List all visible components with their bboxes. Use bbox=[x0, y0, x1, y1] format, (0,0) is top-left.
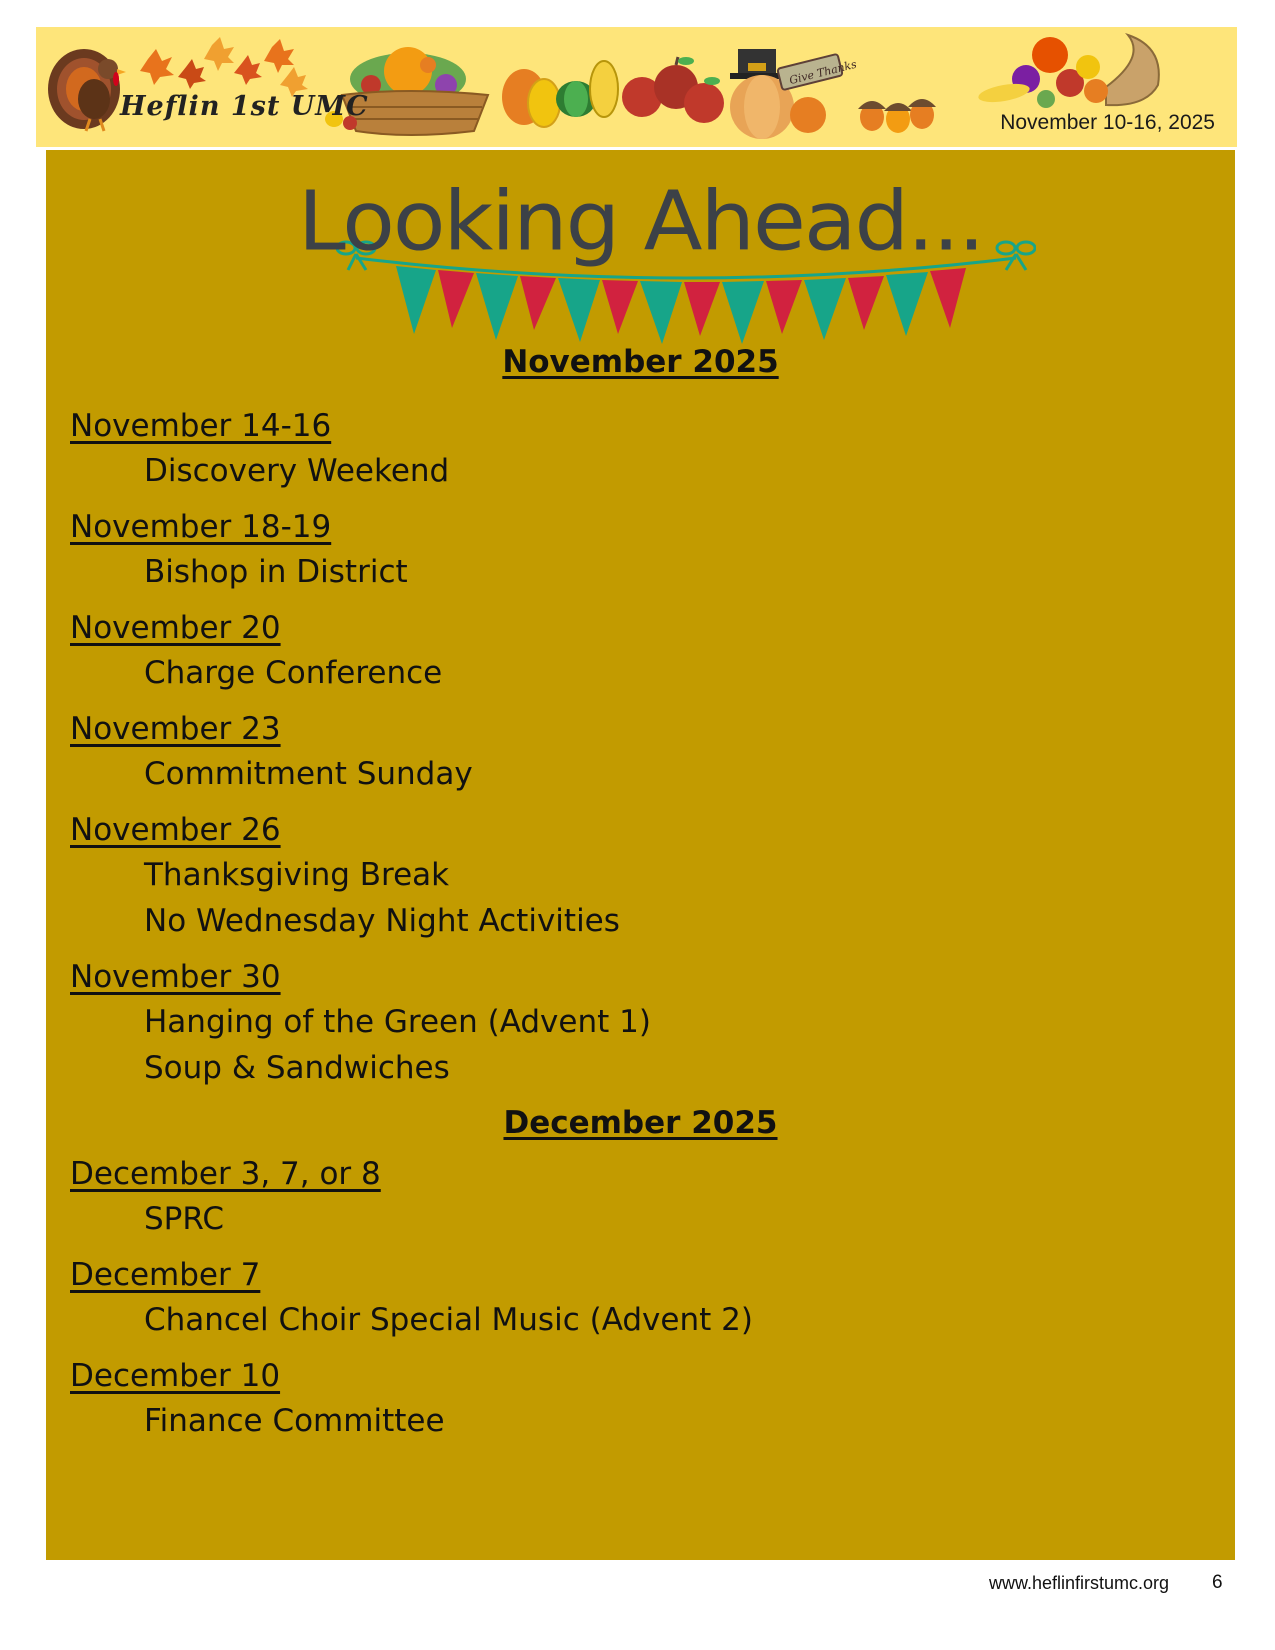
issue-dates: November 10-16, 2025 bbox=[1000, 111, 1215, 134]
event-description: Thanksgiving Break bbox=[144, 857, 450, 893]
event-date: November 23 bbox=[70, 711, 281, 747]
event-entry bbox=[70, 606, 1211, 696]
event-description: Discovery Weekend bbox=[144, 453, 450, 489]
event-description: Commitment Sunday bbox=[144, 756, 473, 792]
event-date: November 18-19 bbox=[70, 509, 332, 545]
turkey-icon bbox=[48, 49, 126, 131]
event-list-december bbox=[70, 1152, 1211, 1455]
acorns-icon bbox=[858, 99, 936, 133]
month-heading-december: December 2025 bbox=[503, 1105, 778, 1141]
event-entry bbox=[70, 1253, 1211, 1343]
event-description: Finance Committee bbox=[144, 1403, 445, 1439]
event-date: December 10 bbox=[70, 1358, 281, 1394]
event-description: Charge Conference bbox=[144, 655, 443, 691]
event-list-november bbox=[70, 404, 1211, 1102]
gourds-icon bbox=[502, 61, 618, 127]
pilgrim-pumpkins-icon bbox=[730, 49, 858, 139]
event-date: November 30 bbox=[70, 959, 281, 995]
apples-icon bbox=[622, 57, 724, 123]
header-banner bbox=[36, 27, 1237, 147]
event-date: November 14-16 bbox=[70, 408, 332, 444]
event-date: November 26 bbox=[70, 812, 281, 848]
event-date: December 3, 7, or 8 bbox=[70, 1156, 381, 1192]
event-date: November 20 bbox=[70, 610, 281, 646]
event-entry bbox=[70, 505, 1211, 595]
event-description: Soup & Sandwiches bbox=[144, 1050, 450, 1086]
cornucopia-icon bbox=[977, 35, 1159, 108]
event-entry bbox=[70, 1354, 1211, 1444]
month-heading-november: November 2025 bbox=[502, 344, 779, 380]
website-link[interactable]: www.heflinfirstumc.org bbox=[989, 1573, 1170, 1593]
event-description: Bishop in District bbox=[144, 554, 408, 590]
event-description: Hanging of the Green (Advent 1) bbox=[144, 1004, 651, 1040]
event-entry bbox=[70, 404, 1211, 494]
give-thanks-sign: Give Thanks bbox=[787, 57, 858, 88]
event-description: No Wednesday Night Activities bbox=[144, 903, 620, 939]
event-date: December 7 bbox=[70, 1257, 261, 1293]
event-entry bbox=[70, 707, 1211, 797]
page-number: 6 bbox=[1212, 1572, 1223, 1593]
event-description: Chancel Choir Special Music (Advent 2) bbox=[144, 1302, 753, 1338]
event-description: SPRC bbox=[144, 1201, 225, 1237]
church-name: Heflin 1st UMC bbox=[120, 91, 369, 122]
event-entry bbox=[70, 1152, 1211, 1242]
page-title: Looking Ahead... bbox=[297, 174, 984, 270]
content-panel bbox=[46, 150, 1235, 1560]
event-entry bbox=[70, 955, 1211, 1091]
autumn-leaves-icon bbox=[140, 37, 308, 97]
event-entry bbox=[70, 808, 1211, 944]
